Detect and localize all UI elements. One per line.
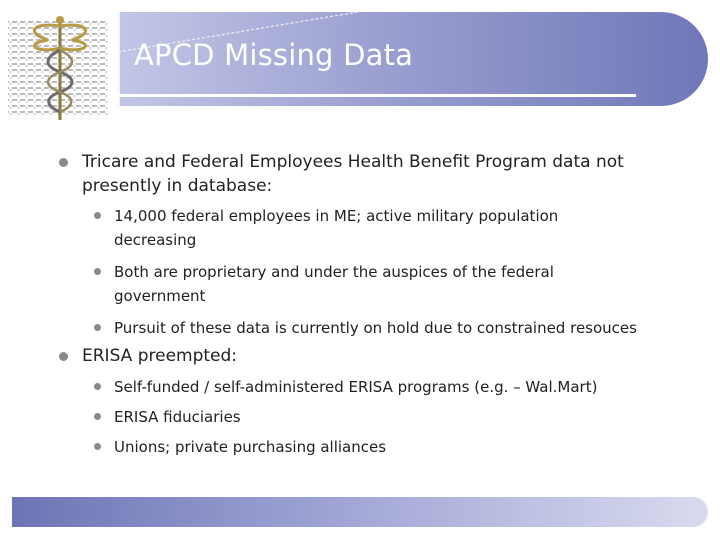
title-underline bbox=[118, 94, 636, 97]
bullet-icon bbox=[94, 413, 101, 420]
slide-title: APCD Missing Data bbox=[134, 38, 414, 72]
bullet-icon bbox=[94, 383, 101, 390]
bullet-icon bbox=[59, 352, 68, 361]
sub-bullet-text: Unions; private purchasing alliances bbox=[114, 438, 387, 456]
sub-bullet-text: ERISA fiduciaries bbox=[114, 408, 241, 426]
sub-bullet-text: Both are proprietary and under the auspices of the federal government bbox=[114, 263, 554, 305]
bullet-icon bbox=[94, 268, 101, 275]
bullet-text: ERISA preempted: bbox=[82, 346, 238, 366]
sub-bullet-text: Self-funded / self-administered ERISA programs (e.g. – Wal.Mart) bbox=[114, 378, 598, 396]
footer-band bbox=[12, 497, 708, 527]
sub-bullet-text: 14,000 federal employees in ME; active military population decreasing bbox=[114, 207, 559, 249]
caduceus-logo-icon bbox=[4, 14, 114, 122]
bullet-icon bbox=[59, 158, 68, 167]
bullet-icon bbox=[94, 443, 101, 450]
bullet-text: Tricare and Federal Employees Health Benefit Program data not presently in database: bbox=[82, 152, 624, 196]
sub-bullet-text: Pursuit of these data is currently on hold due to constrained resouces bbox=[114, 319, 637, 337]
bullet-icon bbox=[94, 324, 101, 331]
bullet-icon bbox=[94, 212, 101, 219]
